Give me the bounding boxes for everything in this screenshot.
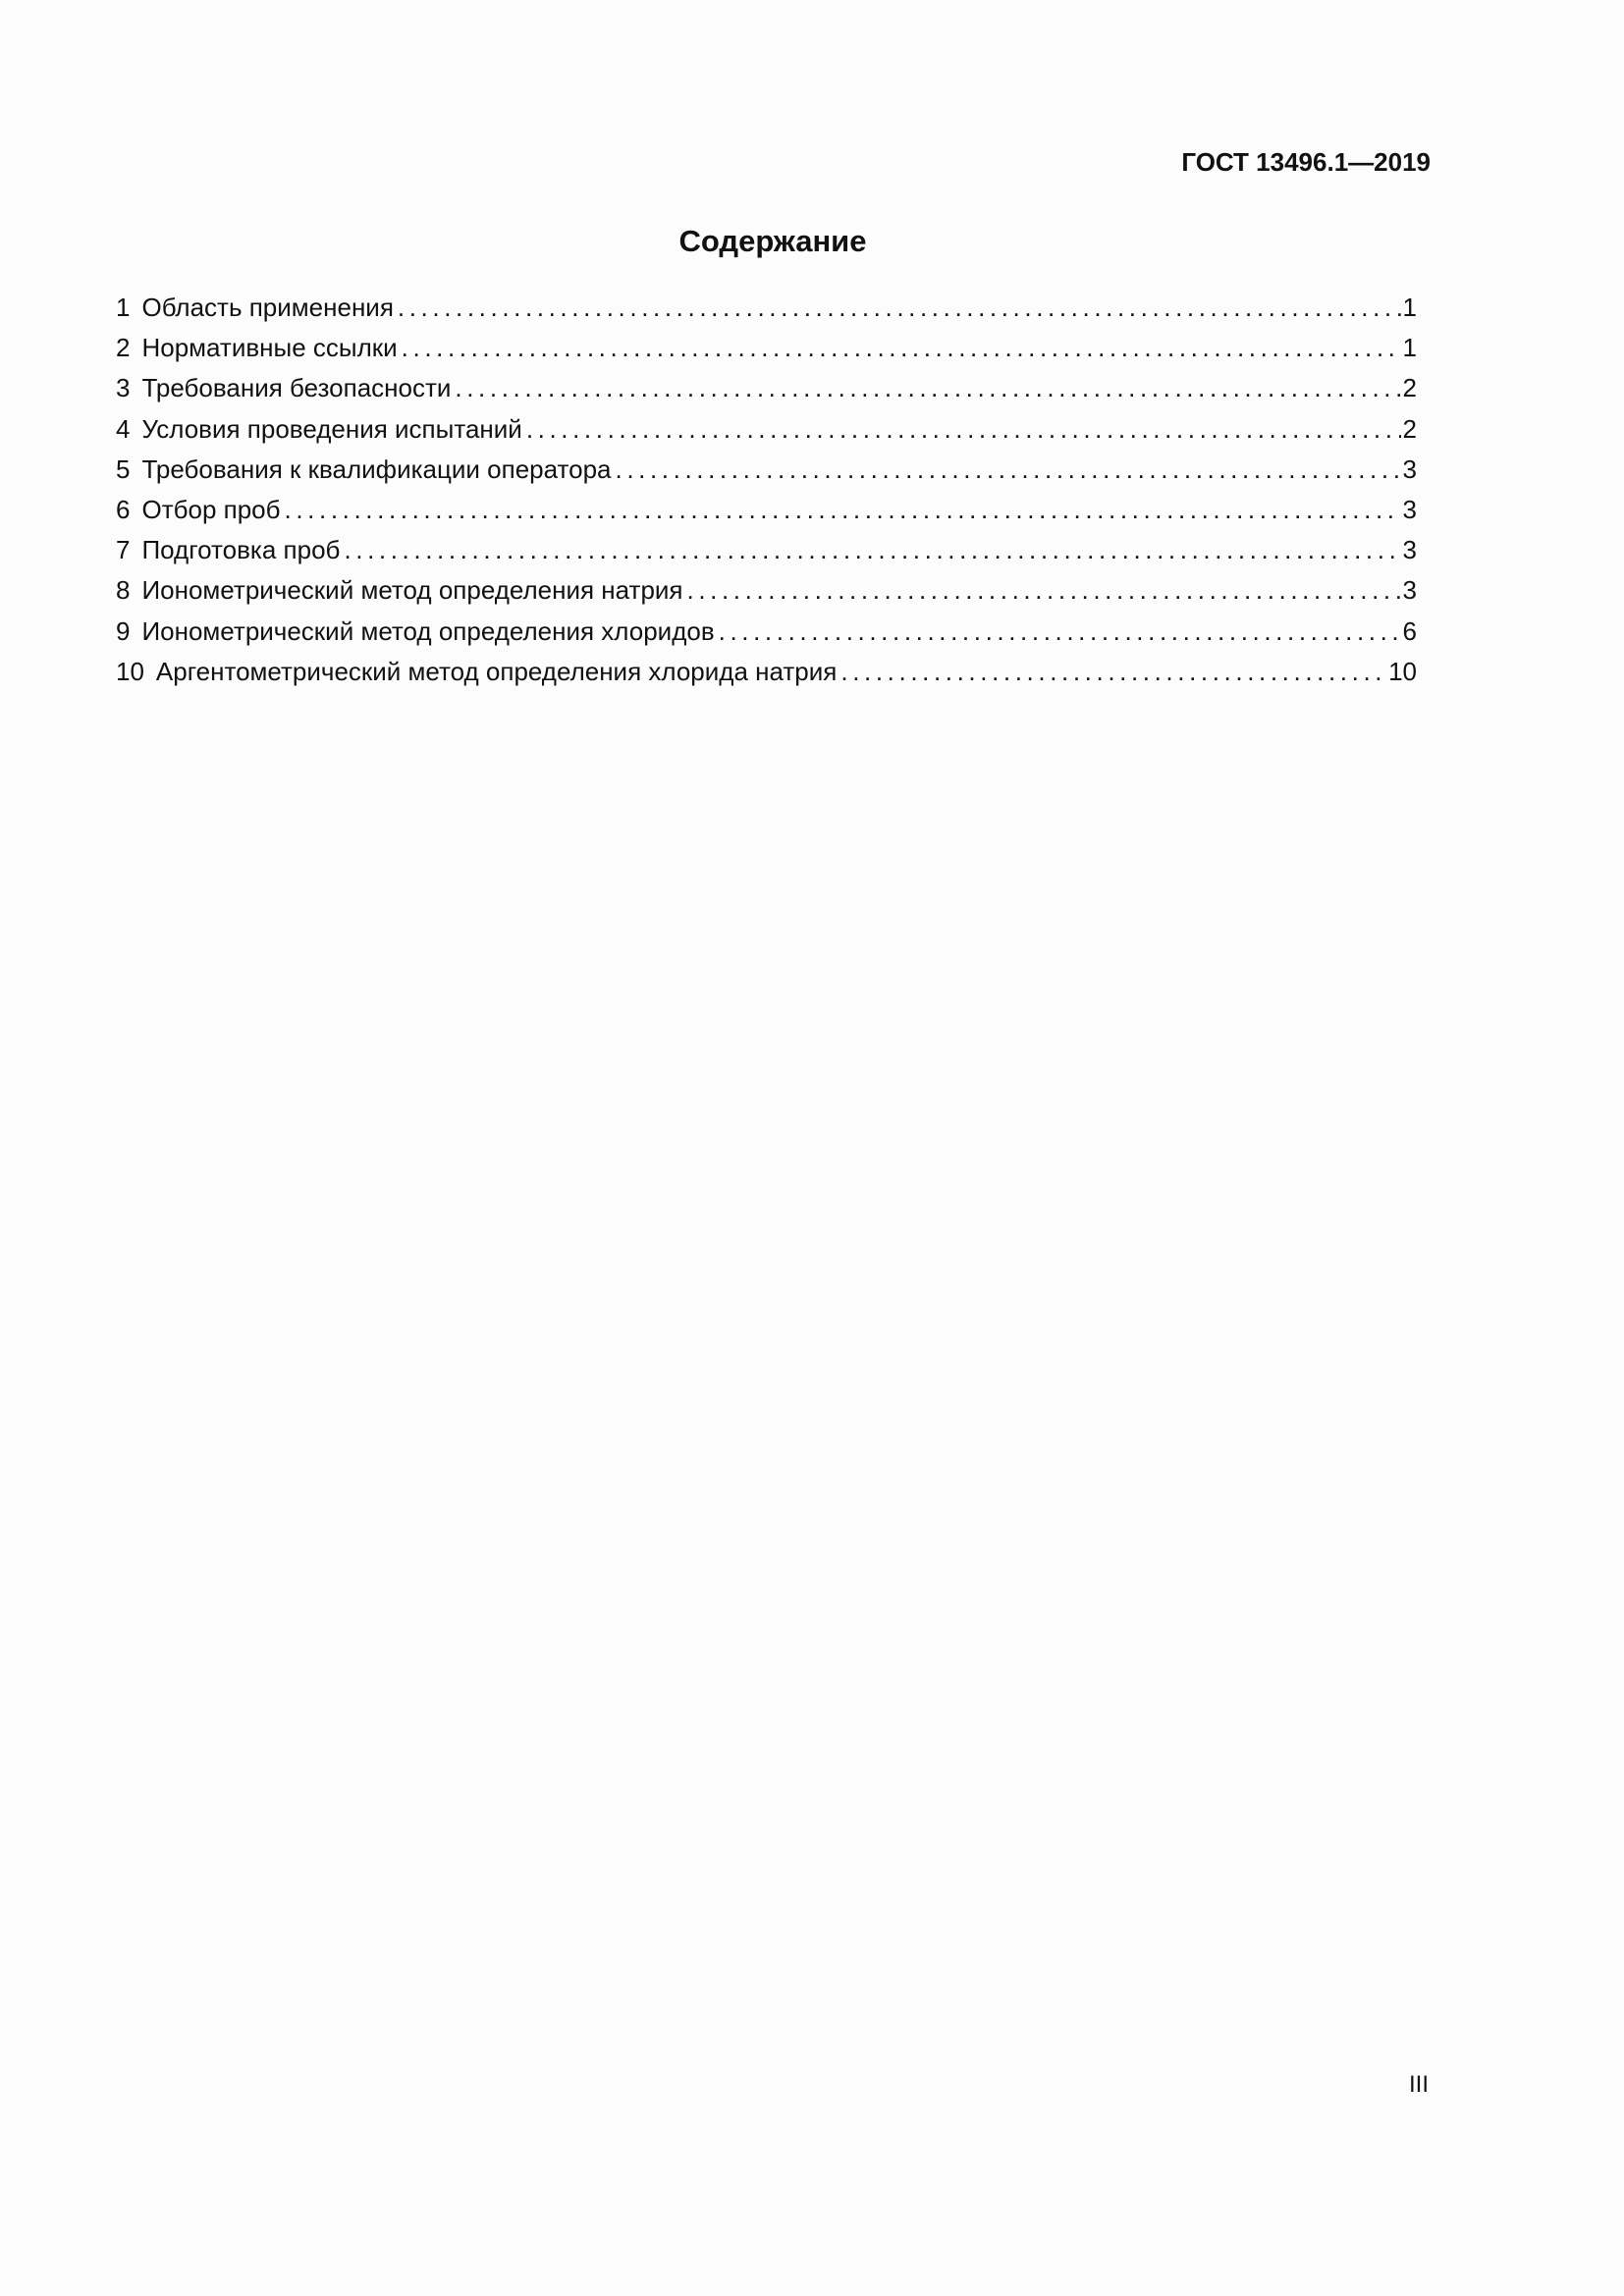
toc-entry-title: Требования к квалификации оператора bbox=[141, 454, 612, 484]
toc-entry-title: Подготовка проб bbox=[141, 535, 341, 565]
toc-entry bbox=[116, 657, 1417, 697]
toc-entry-number: 1 bbox=[116, 293, 131, 322]
toc-entry bbox=[116, 454, 1417, 495]
toc-entry bbox=[116, 495, 1417, 535]
toc-dot-leader bbox=[687, 575, 1401, 606]
toc-entry-page: 3 bbox=[1402, 535, 1417, 565]
toc-entry-page: 3 bbox=[1402, 494, 1417, 524]
toc-dot-leader bbox=[455, 373, 1400, 403]
toc-entry-number: 9 bbox=[116, 615, 131, 646]
toc-entry-page: 3 bbox=[1402, 575, 1417, 606]
toc-dot-leader bbox=[719, 616, 1401, 647]
toc-entry-number: 6 bbox=[116, 494, 131, 524]
toc-entry-number: 7 bbox=[116, 535, 131, 565]
toc-entry bbox=[116, 575, 1417, 615]
toc-dot-leader bbox=[402, 333, 1401, 363]
toc-entry-title: Требования безопасности bbox=[141, 373, 452, 403]
toc-entry-title: Ионометрический метод определения хлоридов bbox=[141, 615, 715, 646]
toc-entry-title: Условия проведения испытаний bbox=[141, 413, 522, 444]
toc-entry-number: 2 bbox=[116, 333, 131, 363]
page-number: III bbox=[1408, 2071, 1429, 2098]
toc-entry bbox=[116, 414, 1417, 454]
toc-entry bbox=[116, 293, 1417, 333]
toc-entry-number: 5 bbox=[116, 454, 131, 484]
toc-entry-title: Область применения bbox=[141, 293, 394, 322]
toc-entry-title: Аргентометрический метод определения хлорида натрия bbox=[155, 656, 838, 686]
toc-entry-number: 3 bbox=[116, 373, 131, 403]
toc-title: Содержание bbox=[678, 224, 867, 258]
toc-entry-page: 1 bbox=[1402, 293, 1417, 322]
toc-entry-page: 3 bbox=[1402, 454, 1417, 484]
toc-entry-title: Отбор проб bbox=[141, 494, 281, 524]
toc-entry-page: 2 bbox=[1402, 413, 1417, 444]
toc-dot-leader bbox=[526, 414, 1401, 445]
toc-entry-number: 8 bbox=[116, 575, 131, 606]
toc-list bbox=[116, 293, 1417, 697]
toc-entry-number: 4 bbox=[116, 413, 131, 444]
toc-entry-title: Ионометрический метод определения натрия bbox=[141, 575, 683, 606]
toc-entry bbox=[116, 373, 1417, 413]
toc-entry-page: 6 bbox=[1402, 615, 1417, 646]
toc-dot-leader bbox=[398, 293, 1401, 323]
toc-entry-number: 10 bbox=[116, 656, 144, 686]
toc-entry bbox=[116, 535, 1417, 575]
toc-dot-leader bbox=[344, 535, 1400, 565]
toc-dot-leader bbox=[285, 495, 1401, 525]
toc-entry-page: 1 bbox=[1402, 333, 1417, 363]
document-code: ГОСТ 13496.1—2019 bbox=[1181, 147, 1431, 177]
toc-dot-leader bbox=[840, 657, 1386, 687]
toc-entry bbox=[116, 616, 1417, 657]
toc-entry bbox=[116, 333, 1417, 373]
toc-entry-page: 2 bbox=[1402, 373, 1417, 403]
toc-entry-title: Нормативные ссылки bbox=[141, 333, 398, 363]
toc-entry-page: 10 bbox=[1388, 656, 1417, 686]
toc-dot-leader bbox=[616, 454, 1401, 485]
